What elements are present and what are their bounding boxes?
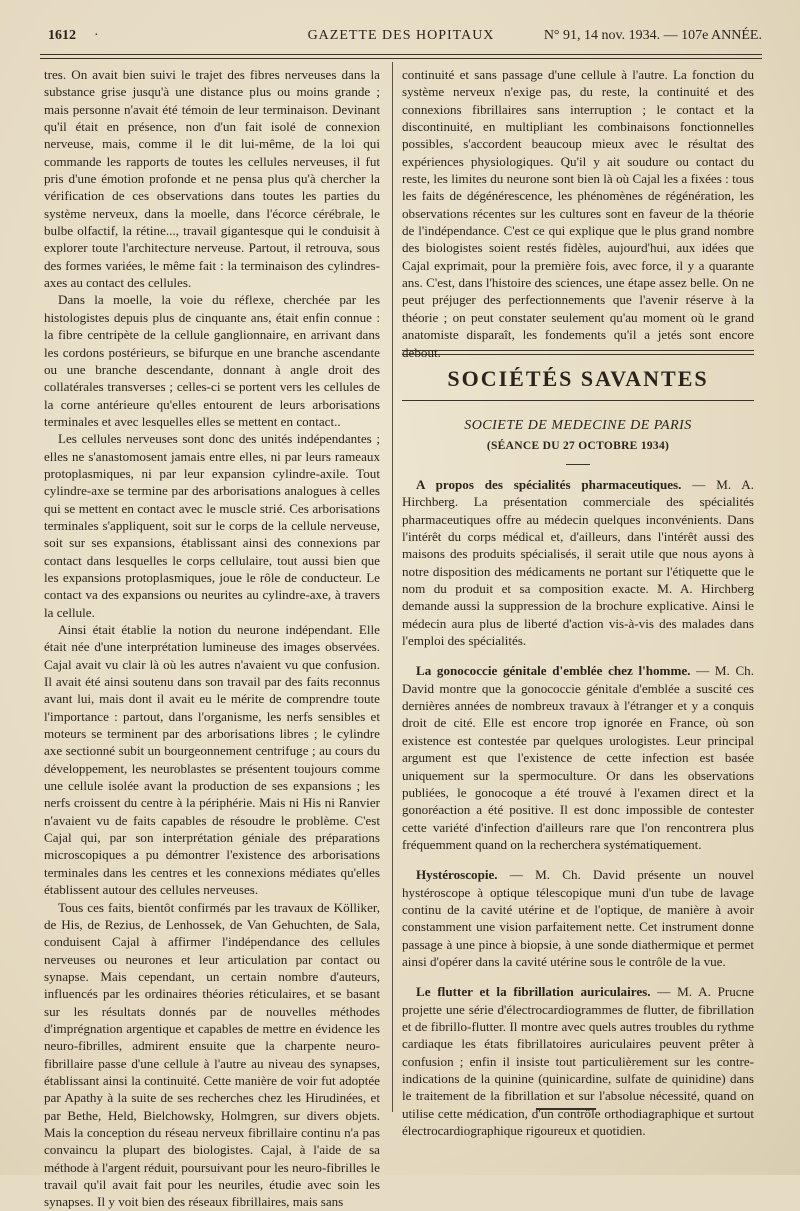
report-body: — M. A. Hirchberg. La présentation commerciale des spécialités pharmaceutiques offre au médecin quelques inconvénients. Dans l'intérêt du corps médical et, d'ailleurs, dans l'intérêt aussi des maisons des produits spécialisés, il serait utile que nous ayons à notre disposition des médicaments ne portant sur l'étiquette que le nom du produit et sa composition exacte. M. A. Hirchberg demande aussi la suppression de la brochure explicative. Ainsi le médecin aura plus de liberté d'action vis-à-vis des malades dans l'emploi des spécialités.: [402, 477, 754, 649]
header-rule-secondary: [40, 58, 762, 59]
issue-info: N° 91, 14 nov. 1934. — 107e ANNÉE.: [543, 28, 762, 43]
society-reports: [402, 476, 754, 1139]
short-rule: [566, 464, 590, 465]
society-name: SOCIETE DE MEDECINE DE PARIS: [464, 418, 692, 433]
section-rule-top-secondary: [402, 354, 754, 355]
report-title: Le flutter et la fibrillation auriculaires.: [416, 984, 651, 1000]
running-header: [40, 28, 762, 54]
journal-title: GAZETTE DES HOPITAUX: [307, 28, 495, 43]
header-rule: [40, 54, 762, 55]
page-number: 1612: [48, 28, 76, 43]
section-rule-top: [402, 350, 754, 351]
paragraph: tres. On avait bien suivi le trajet des fibres nerveuses dans la substance grise jusqu'à une distance plus ou moins grande ; mais personne n'avait été témoin de leur terminaison. Devinant qu'il était en présence, non d'un fait isolé de connexion nerveuse, mais, comme il le dit lui-même, de la loi qui commande les rapports de toutes les cellules nerveuses, il fut pris d'une émotion profonde et ne pensa plus qu'à chercher la vérification de ces observations dans toutes les parties du système nerveux, dans la moelle, dans l'écorce cérébrale, le bulbe olfactif, la rétine..., travail gigantesque qui le conduisit à explorer toute l'architecture nerveuse. Partout, il retrouva, sous des formes variées, le même fait : la terminaison des cylindres-axes au contact des cellules.: [44, 67, 380, 291]
paragraph: Ainsi était établie la notion du neurone indépendant. Elle était née d'une interprétation lumineuse des images observées. Cajal avait vu clair là où les autres n'avaient vu que confusion. Il avait été ainsi soutenu dans son travail par des faits reconnus avant lui, mais dont il avait eu le mérite de comprendre toute l'importance : partout, dans l'organisme, les nerfs sensibles et moteurs se terminent par des arborisations libres ; le cylindre axe sectionné subit un bourgeonnement centrifuge ; au cours du développement, les neuroblastes se présentent toujours comme une cellule isolée avant la production de ses expansions ; les nerfs croissent du centre à la périphérie. Mais ni His ni Ranvier n'avaient vu de faits capables de résoudre le problème. C'est Cajal qui, par son interprétation géniale des préparations microscopiques a pu démontrer l'existence des arborisations terminales dans les centres et les connexions médiates qu'elles établissent autour des cellules nerveuses.: [44, 622, 380, 898]
report-title: La gonococcie génitale d'emblée chez l'homme.: [416, 663, 691, 679]
paragraph: Dans la moelle, la voie du réflexe, cherchée par les histologistes depuis plus de cinquante ans, était enfin connue : la fibre centripète de la cellule ganglionnaire, en arrivant dans les cordons postérieurs, se bifurque en une branche ascendante ou une branche descendante, donnant à angle droit des collatérales transverses ; celles-ci se portent vers les cellules de la corne antérieure qu'elles entourent de leurs arborisations terminales et avec lesquelles elles se mettent en contact..: [44, 292, 380, 429]
report-body: — M. A. Prucne projette une série d'électrocardiogrammes de flutter, de fibrillation et de fibrillo-flutter. Il montre avec quels autres troubles du rythme cardiaque les états fibrillatoires auriculaires peuvent prêter à confusion ; enfin il insiste tout particulièrement sur les contre-indications de la quinine (quinicardine, sulfate de quinidine) dans le traitement de la fibrillation et sur l'absolue nécessité, quand on utilise cette médication, d'un contrôle orthodiagraphique et surtout électrocardiographique rigoureux et quotidien.: [402, 984, 754, 1139]
column-divider: [392, 62, 393, 1112]
report-body: — M. Ch. David présente un nouvel hystéroscope à optique télescopique muni d'un tube de lavage continu de la cavité utérine et de l'optique, de manière à avoir constamment une vision parfaitement nette. Cet instrument donne passage à une pince à biopsie, à une sonde diathermique et permet ainsi d'opérer dans la cavité utérine sous le contrôle de la vue.: [402, 867, 754, 969]
section-rule-bottom: [402, 400, 754, 401]
report-title: Hystéroscopie.: [416, 867, 498, 883]
session-date: (SÉANCE DU 27 OCTOBRE 1934): [486, 440, 670, 452]
report-item: [402, 476, 754, 649]
report-body: — M. Ch. David montre que la gonococcie génitale d'emblée a suscité ces dernières années de nombreux travaux à l'étranger et y a conquis droit de cité. Elle est encore trop ignorée en France, où son existence est contestée par quelques urologistes. Leur principal argument est que l'existence de cette infection est basée uniquement sur la spermoculture. Or dans les observations publiées, le gonocoque a été trouvé à l'examen direct et la gonoréaction a été positive. Il est donc impossible de contester cette variété d'infection d'ailleurs rare que l'on rencontrera plus fréquemment quand on la recherchera systématiquement.: [402, 663, 755, 852]
paragraph: Les cellules nerveuses sont donc des unités indépendantes ; elles ne s'anastomosent jamais entre elles, ni par leurs rameaux protoplasmiques, ni par leur expansion cylindre-axile. Tout cylindre-axe se termine par des arborisations analogues à celles qui se mettent en contact avec le muscle strié. Ces arborisations terminales s'appliquent, soit sur le corps de la cellule nerveuse, soit sur ses expansions, établissant ainsi des connexions par contact dans lesquelles le corps cellulaire, tout aussi bien que les expansions protoplasmiques, joue le rôle de conducteur. Le contact va des expansions ou neurites au cylindre-axe, à travers la cellule.: [44, 431, 380, 620]
left-column: [44, 66, 380, 1211]
report-item: [402, 662, 754, 853]
report-title: A propos des spécialités pharmaceutiques.: [416, 477, 682, 492]
header-dot: ·: [94, 28, 99, 43]
paragraph: Tous ces faits, bientôt confirmés par les travaux de Kölliker, de His, de Rezius, de Lenhossek, de Van Gehuchten, de Sala, conduisent Cajal à affirmer l'indépendance des cellules nerveuses ou neurones et leur articulation par contact ou synapse. Mais cependant, un certain nombre d'auteurs, influencés par les ordinaires théories réticulaires, et se basant sur les résultats donnés par de nouvelles méthodes d'imprégnation argentique et capables de mettre en évidence les neuro-fibrilles, admirent ensuite que la charpente neuro-fibrillaire passe d'une cellule à l'autre au niveau des synapses, établissant ainsi la continuité. Cette manière de voir fut adoptée par Apathy à la suite de ses recherches chez les Hirudinées, et par Bethe, Held, Bielchowsky, Holmgren, sur divers objets. Mais la conception du réseau nerveux fibrillaire continu n'a pas convaincu la plupart des biologistes. Cajal, à l'aide de sa méthode à l'argent réduit, poursuivant pour les neuro-fibrilles le travail qu'il avait fait pour les neuriles, étudie avec soin les synapses. Il y voit bien des réseaux fibrillaires, mais sans: [44, 899, 380, 1210]
report-item: [402, 866, 754, 970]
report-item: [402, 983, 754, 1139]
end-rule: [536, 1108, 596, 1110]
paragraph: continuité et sans passage d'une cellule à l'autre. La fonction du système nerveux n'exige pas, du reste, la continuité et des connexions fibrillaires sans interruption ; le contact et la discontinuité, en multipliant les combinaisons fonctionnelles possibles, s'accordent beaucoup mieux avec le résultat des expériences physiologiques. Qu'il y ait soudure ou contact du reste, les limites du neurone sont bien là où Cajal les a fixées : tous les faits de dégénérescence, les phénomènes de régénération, les observations récentes sur les cultures sont en faveur de la théorie de l'indépendance. C'est ce qui explique que le plus grand nombre des biologistes soient restés fidèles, aujourd'hui, aux idées que Cajal exprimait, pour la première fois, avec force, il y a quarante ans. C'est, dans l'histoire des sciences, une étape assez belle. On ne peut préjuger des perfectionnements que l'avenir réserve à la théorie ; on peut constater seulement qu'au moment où le grand anatomiste disparaît, les fondements qu'il a jetés sont encore debout.: [402, 67, 754, 360]
section-title: SOCIÉTÉS SAVANTES: [447, 366, 709, 391]
right-column-top: [402, 66, 754, 361]
